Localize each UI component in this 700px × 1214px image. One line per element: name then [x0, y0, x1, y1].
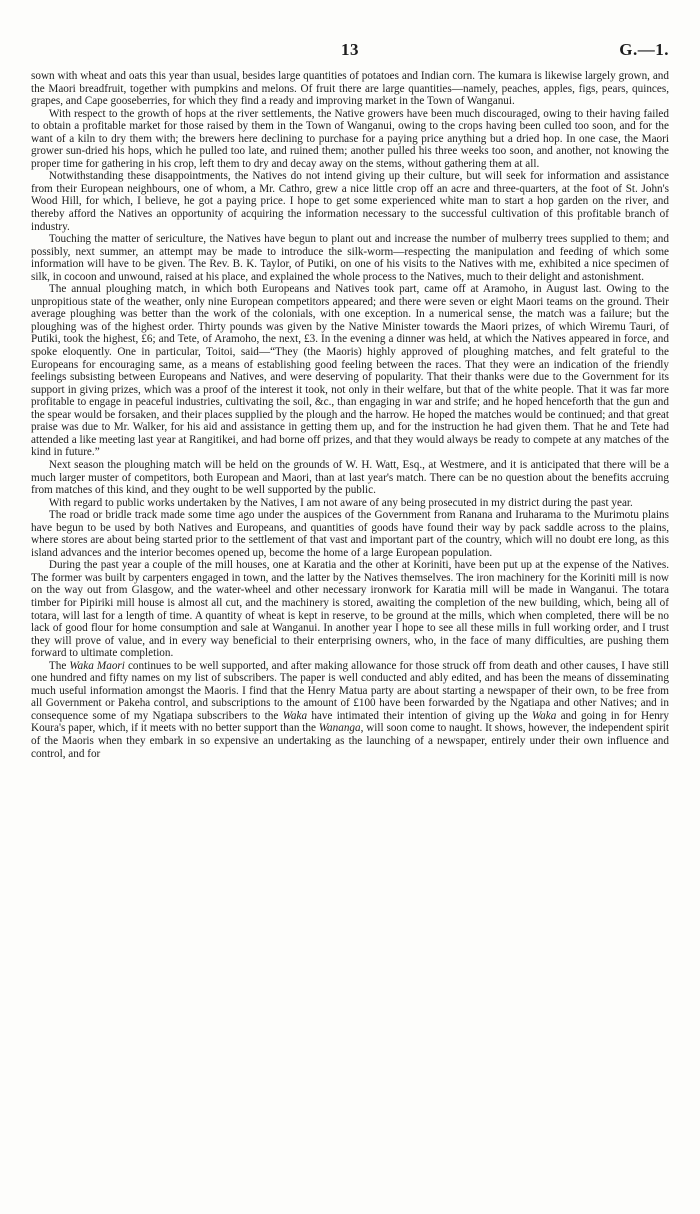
italic-title: Wananga	[318, 722, 361, 735]
paragraph	[31, 497, 669, 510]
text-run: The	[48, 659, 70, 672]
text-run: sown with wheat and oats this year than usual, besides large quantities of potatoes and Indian corn. The kumara is likewise largely grown, and the Maori breadfruit, together with pumpkins and melons. Of fruit there are large quantities—namely, peaches, apples, figs, pears, quinces, grapes, and Cape gooseberries, for which they find a ready and improving market in the Town of Wanganui.	[31, 70, 669, 108]
italic-title: Waka Maori	[69, 659, 125, 672]
text-run: and going in for Henry Koura's paper, which, if it meets with no better support than the	[31, 709, 669, 735]
paragraph	[31, 70, 669, 108]
text-run: With respect to the growth of hops at the river settlements, the Native growers have been much discouraged, owing to their having failed to obtain a profitable market for those raised by them in the Town of Wanganui, owing to the crops having been culled too soon, and for the want of a kiln to dry them with; the brewers here declining to purchase for a paying price anything but a dried hop. In one case, the Maori grower sun-dried his hops, which he pulled too late, and ruined them; another pulled his three weeks too soon, and another, not knowing the proper time for gathering in his crop, left them to dry and decay away on the stems, without gathering them at all.	[31, 107, 669, 170]
text-run: The road or bridle track made some time ago under the auspices of the Government from Ranana and Iruharama to the Murimotu plains have begun to be used by both Natives and Europeans, and quantities of goods have found their way by pack saddle across to the plains, where stores are about being started prior to the settlement of that vast and important part of the country, which will no doubt ere long, as this island advances and the interior becomes opened up, become the home of a large European population.	[31, 509, 669, 559]
paragraph	[31, 108, 669, 171]
paragraph	[31, 660, 669, 760]
paragraph	[31, 459, 669, 497]
paragraph	[31, 233, 669, 283]
text-run: The annual ploughing match, in which both Europeans and Natives took part, came off at Aramoho, in August last. Owing to the unpropitious state of the weather, only nine European competitors appeared; and there were seven or eight Maori teams on the ground. Their average ploughing was better than the work of the colonials, with one exception. In a numerical sense, the match was a failure; but the ploughing was of the highest order. Thirty pounds was given by the Native Minister towards the Maori prizes, of which Wiremu Tauri, of Putiki, took the highest, £6; and Tete, of Aramoho, the next, £3. In the evening a dinner was held, at which the Natives appeared in force, and spoke eloquently. One in particular, Toitoi, said—“They (the Maoris) highly approved of ploughing matches, and felt grateful to the Europeans for encouraging same, as a means of establishing good feeling between the races. That they were an indication of the friendly feelings subsisting between Europeans and Natives, and were deserving of popularity. That their thanks were due to the Government for its support in giving prizes, which was a proof of the interest it took, not only in their welfare, but that of the white people. That it was far more profitable to engage in peaceful industries, cultivating the soil, &c., than engaging in war and strife; and he hoped henceforth that the gun and the spear would be forsaken, and their places supplied by the plough and the harrow. He hoped the matches would be continued; and that great praise was due to Mr. Walker, for his aid and assistance in getting them up, and for the instruction he had given them. That he and Tete had attended a like meeting last year at Rangitikei, and had borne off prizes, and that they would always be ready to compete at any matches of the kind in future.”	[31, 283, 670, 459]
page-number: 13	[341, 40, 359, 59]
text-run: With regard to public works undertaken by the Natives, I am not aware of any being prosecuted in my district during the past year.	[48, 496, 633, 509]
text-run: Touching the matter of sericulture, the Natives have begun to plant out and increase the number of mulberry trees supplied to them; and possibly, next summer, an attempt may be made to introduce the silk-worm—respecting the manipulation and feeding of which some information will have to be given. The Rev. B. K. Taylor, of Putiki, on one of his visits to the Natives with me, exhibited a nice specimen of silk, in cocoon and unwound, raised at his place, and explained the whole process to the Natives, much to their delight and astonishment.	[31, 233, 669, 283]
text-run: During the past year a couple of the mill houses, one at Karatia and the other at Koriniti, have been put up at the expense of the Natives. The former was built by carpenters engaged in town, and the latter by the Natives themselves. The iron machinery for the Koriniti mill is now on the way out from Glasgow, and the water-wheel and other necessary ironwork for Karatia mill will be made in Wanganui. The totara timber for Pipiriki mill house is almost all cut, and the machinery is stored, awaiting the completion of the new building, which, being all of totara, will last for a length of time. A quantity of wheat is kept in reserve, to be ground at the mills, which when completed, there will be no lack of good flour for home consumption and sale at Wanganui. In another year I hope to see all these mills in full working order, and I trust they will prove of value, and in every way beneficial to their enterprising owners, who, in the face of many difficulties, are pushing them forward to ultimate completion.	[31, 559, 669, 660]
text-run: Next season the ploughing match will be held on the grounds of W. H. Watt, Esq., at Westmere, and it is anticipated that there will be a much larger muster of competitors, both European and Maori, than at last year's match. There can be no question about the benefits accruing from matches of this kind, and they ought to be well supported by the public.	[31, 458, 669, 497]
paragraph	[31, 509, 669, 559]
paragraph	[31, 170, 669, 233]
paragraph	[31, 559, 669, 659]
paragraph	[31, 283, 669, 459]
text-run: have intimated their intention of giving up the	[307, 709, 532, 722]
text-run: continues to be well supported, and after making allowance for those struck off from death and other causes, I have still one hundred and fifty names on my list of subscribers. The paper is well conducted and ably edited, and has been the means of disseminating much useful information amongst the Maoris. I find that the Henry Matua party are about starting a newspaper of their own, to be free from all Government or Pakeha control, and subscriptions to the amount of £100 have been forwarded by the Ngatiapa and other Natives; and in consequence some of my Ngatiapa subscribers to the	[31, 659, 669, 722]
body-text	[31, 70, 669, 760]
text-run: , will soon come to naught. It shows, however, the independent spirit of the Maoris when they embark in so expensive an undertaking as the launching of a newspaper, entirely under their own influence and control, and for	[31, 722, 670, 760]
text-run: Notwithstanding these disappointments, the Natives do not intend giving up their culture, but will seek for information and assistance from their European neighbours, one of whom, a Mr. Cathro, grew a nice little crop off an acre and three-quarters, at the foot of St. John's Wood Hill, for which, I believe, he got a paying price. I hope to get some experienced white man to start a hop garden on the river, and thereby afford the Natives an opportunity of acquiring the information necessary to the successful cultivation of this profitable branch of industry.	[31, 170, 669, 233]
document-code: G.—1.	[619, 40, 669, 59]
italic-title: Waka	[531, 709, 557, 722]
page-header	[31, 40, 669, 62]
italic-title: Waka	[282, 709, 308, 722]
